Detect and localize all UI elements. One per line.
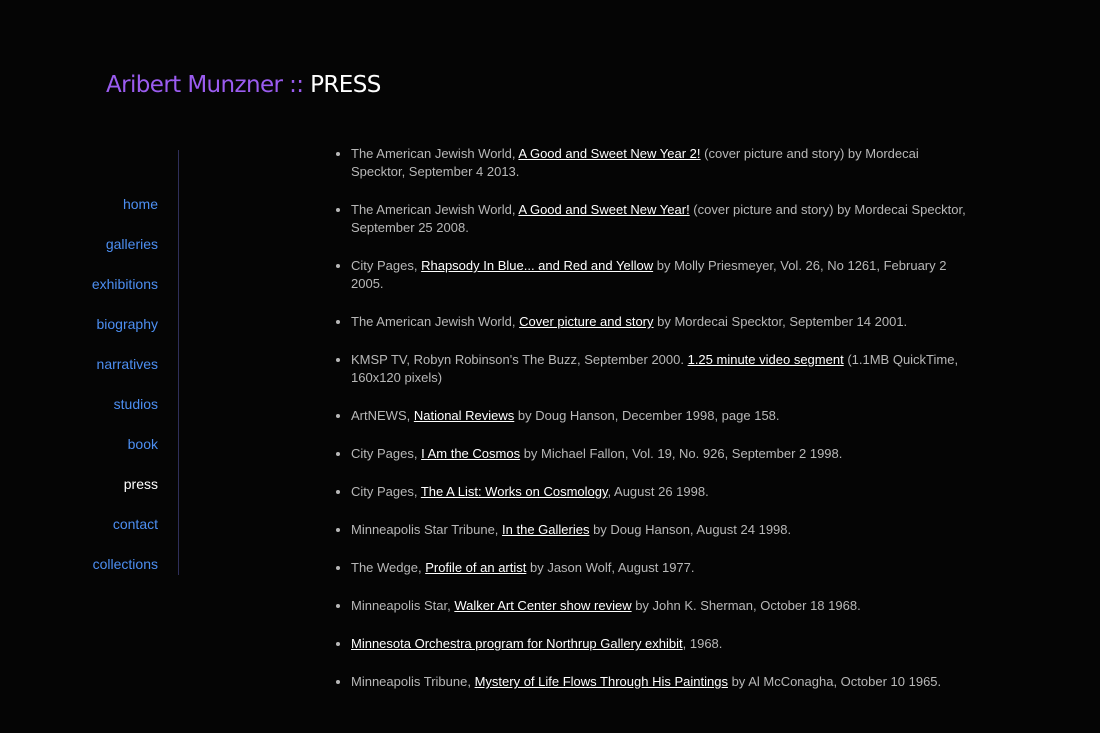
nav-item-biography [92, 316, 158, 356]
sidebar-nav [0, 150, 179, 575]
press-item-details: by Doug Hanson, December 1998, page 158. [514, 408, 780, 423]
press-item-details: by Al McConagha, October 10 1965. [727, 674, 942, 689]
nav-item-press [92, 476, 158, 516]
press-item [351, 257, 971, 293]
press-item-source: The American Jewish World, [351, 314, 520, 329]
press-item-details: by Mordecai Specktor, September 14 2001. [653, 314, 908, 329]
press-item [351, 145, 971, 181]
nav-link-narratives[interactable]: narratives [96, 356, 158, 372]
nav-link-home[interactable]: home [122, 196, 158, 212]
press-item [351, 201, 971, 237]
press-item [351, 673, 971, 691]
nav-item-collections [92, 556, 158, 596]
press-item-details: (cover picture and story) by Mordecai Specktor, September 25 2008. [351, 202, 966, 235]
press-item [351, 351, 971, 387]
press-item-details: (1.1MB QuickTime, 160x120 pixels) [351, 352, 959, 385]
press-item-link[interactable]: Profile of an artist [425, 560, 527, 575]
nav-list [92, 196, 158, 596]
nav-link-studios[interactable]: studios [113, 396, 158, 412]
nav-link-press-current[interactable]: press [123, 476, 158, 492]
press-item-details: by Michael Fallon, Vol. 19, No. 926, September 2 1998. [520, 446, 843, 461]
press-item-details: by Doug Hanson, August 24 1998. [589, 522, 792, 537]
artist-name: Aribert Munzner [106, 72, 283, 98]
nav-link-biography[interactable]: biography [96, 316, 158, 332]
press-item [351, 635, 971, 653]
press-item-link[interactable]: In the Galleries [502, 522, 590, 537]
title-separator: :: [282, 72, 311, 98]
press-item-source: Minneapolis Star Tribune, [351, 522, 503, 537]
press-item-link[interactable]: Walker Art Center show review [454, 598, 632, 613]
press-item-details: by Molly Priesmeyer, Vol. 26, No 1261, February 2 2005. [351, 258, 947, 291]
press-item [351, 521, 971, 539]
press-item-link[interactable]: The A List: Works on Cosmology [420, 484, 608, 499]
press-item-link[interactable]: Cover picture and story [519, 314, 654, 329]
section-name: PRESS [310, 72, 381, 98]
nav-link-galleries[interactable]: galleries [105, 236, 158, 252]
press-list [333, 145, 971, 711]
press-item [351, 445, 971, 463]
press-item-source: City Pages, [351, 484, 421, 499]
press-item [351, 407, 971, 425]
nav-link-exhibitions[interactable]: exhibitions [91, 276, 158, 292]
press-item-source: Minneapolis Tribune, [351, 674, 475, 689]
press-item-link[interactable]: A Good and Sweet New Year! [518, 202, 690, 217]
press-item-link[interactable]: I Am the Cosmos [421, 446, 521, 461]
press-item-source: KMSP TV, Robyn Robinson's The Buzz, September 2000. [351, 352, 688, 367]
press-item-source: City Pages, [351, 446, 422, 461]
page-title [106, 72, 381, 98]
nav-link-book[interactable]: book [127, 436, 158, 452]
press-item-link[interactable]: A Good and Sweet New Year 2! [518, 146, 701, 161]
press-item-source: City Pages, [351, 258, 422, 273]
nav-item-exhibitions [92, 276, 158, 316]
press-item [351, 313, 971, 331]
press-item-link[interactable]: Rhapsody In Blue... and Red and Yellow [421, 258, 654, 273]
press-item-link[interactable]: Minnesota Orchestra program for Northrup Gallery exhibit [351, 636, 683, 651]
press-item-link[interactable]: Mystery of Life Flows Through His Paintings [474, 674, 728, 689]
press-item-source: The American Jewish World, [351, 202, 519, 217]
press-item-details: by John K. Sherman, October 18 1968. [631, 598, 861, 613]
press-item-source: The American Jewish World, [351, 146, 519, 161]
press-item-details: , 1968. [682, 636, 723, 651]
press-item-source: The Wedge, [351, 560, 426, 575]
nav-link-collections[interactable]: collections [92, 556, 158, 572]
press-item [351, 559, 971, 577]
nav-item-book [92, 436, 158, 476]
press-item-details: (cover picture and story) by Mordecai Specktor, September 4 2013. [351, 146, 919, 179]
nav-item-studios [92, 396, 158, 436]
press-item [351, 483, 971, 501]
press-item-link[interactable]: 1.25 minute video segment [687, 352, 844, 367]
nav-item-galleries [92, 236, 158, 276]
nav-item-narratives [92, 356, 158, 396]
nav-link-contact[interactable]: contact [112, 516, 158, 532]
press-item-link[interactable]: National Reviews [413, 408, 515, 423]
press-item-source: Minneapolis Star, [351, 598, 455, 613]
nav-item-home [92, 196, 158, 236]
press-item-details: , August 26 1998. [607, 484, 709, 499]
press-item-details: by Jason Wolf, August 1977. [526, 560, 695, 575]
press-item [351, 597, 971, 615]
press-item-source: ArtNEWS, [351, 408, 414, 423]
nav-item-contact [92, 516, 158, 556]
